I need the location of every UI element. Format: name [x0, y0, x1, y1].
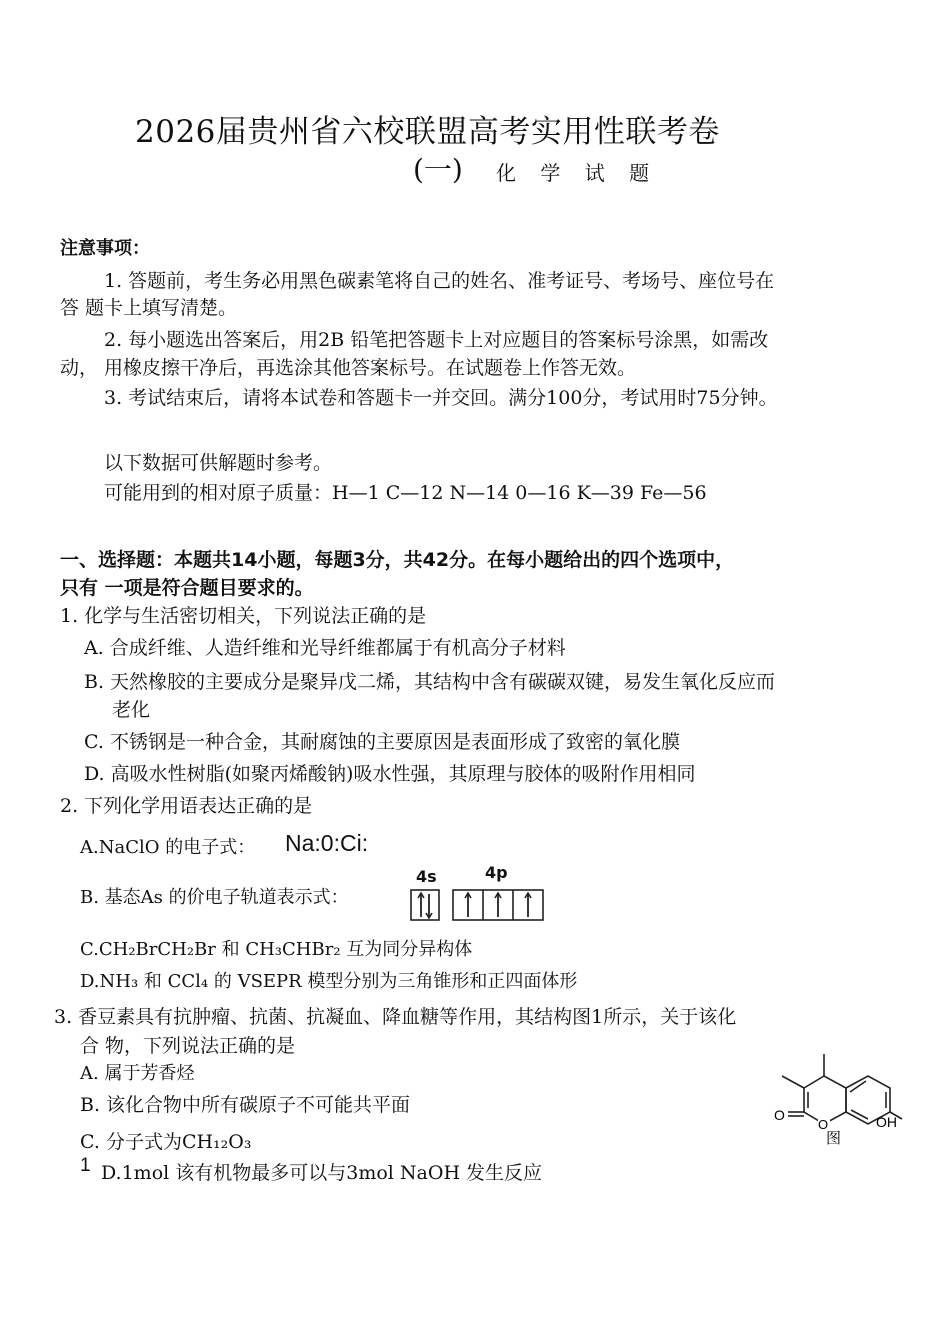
- notice-item-2-line-1: 2. 每小题选出答案后，用2B 铅笔把答题卡上对应题目的答案标号涂黑，如需改: [104, 329, 769, 351]
- q1-option-a: A. 合成纤维、人造纤维和光导纤维都属于有机高分子材料: [84, 637, 566, 659]
- q2-stem: 2. 下列化学用语表达正确的是: [60, 795, 313, 817]
- q1-stem: 1. 化学与生活密切相关，下列说法正确的是: [60, 605, 427, 627]
- q3-option-d-number: 1: [80, 1155, 91, 1176]
- section-heading-line-1: 一、选择题：本题共14小题，每题3分，共42分。在每小题给出的四个选项中，: [60, 549, 735, 571]
- q2-electron-formula: Na:0:Ci:: [285, 830, 369, 856]
- orbital-boxes: [410, 888, 550, 922]
- q1-option-b-line-2: 老化: [112, 699, 151, 721]
- notice-item-3: 3. 考试结束后，请将本试卷和答题卡一并交回。满分100分，考试用时75分钟。: [104, 387, 778, 409]
- notice-item-1-line-1: 1. 答题前，考生务必用黑色碳素笔将自己的姓名、准考证号、考场号、座位号在: [104, 270, 775, 292]
- reference-intro: 以下数据可供解题时参考。: [104, 452, 333, 474]
- carbonyl-oxygen-label: O: [774, 1107, 785, 1123]
- hydroxyl-label: OH: [876, 1114, 897, 1130]
- section-heading-line-2: 只有 一项是符合题目要求的。: [60, 577, 314, 599]
- subtitle-paren: (一): [413, 153, 463, 186]
- notice-item-1-line-2: 答 题卡上填写清楚。: [60, 297, 238, 319]
- q3-option-a: A. 属于芳香烃: [80, 1063, 195, 1084]
- atomic-masses: 可能用到的相对原子质量：H—1 C—12 N—14 0—16 K—39 Fe—56: [104, 482, 707, 504]
- q2-option-d: D.NH₃ 和 CCl₄ 的 VSEPR 模型分别为三角锥形和正四面体形: [80, 971, 578, 992]
- subtitle: 化 学 试 题: [496, 161, 659, 185]
- q2-option-c: C.CH₂BrCH₂Br 和 CH₃CHBr₂ 互为同分异构体: [80, 939, 473, 960]
- ring-oxygen-label: O: [818, 1117, 829, 1132]
- coumarin-structure-figure: [752, 1050, 912, 1150]
- orbital-4s-label: 4s: [416, 867, 437, 886]
- q1-option-c: C. 不锈钢是一种合金，其耐腐蚀的主要原因是表面形成了致密的氧化膜: [84, 731, 680, 753]
- notice-item-2-line-2: 动， 用橡皮擦干净后，再选涂其他答案标号。在试题卷上作答无效。: [60, 357, 637, 379]
- q3-stem-line-1: 3. 香豆素具有抗肿瘤、抗菌、抗凝血、降血糖等作用，其结构图1所示，关于该化: [54, 1006, 737, 1028]
- q3-stem-line-2: 合 物，下列说法正确的是: [80, 1035, 296, 1057]
- q2-option-b: B. 基态As 的价电子轨道表示式：: [80, 887, 349, 908]
- q3-option-d: D.1mol 该有机物最多可以与3mol NaOH 发生反应: [101, 1162, 543, 1184]
- q1-option-d: D. 高吸水性树脂(如聚丙烯酸钠)吸水性强，其原理与胶体的吸附作用相同: [84, 763, 696, 785]
- q1-option-b-line-1: B. 天然橡胶的主要成分是聚异戊二烯，其结构中含有碳碳双键，易发生氧化反应而: [84, 671, 776, 693]
- q3-option-b: B. 该化合物中所有碳原子不可能共平面: [80, 1094, 411, 1116]
- figure-label: 图: [826, 1129, 842, 1147]
- orbital-4p-label: 4p: [485, 863, 508, 882]
- page-title: 2026届贵州省六校联盟高考实用性联考卷: [135, 114, 720, 150]
- notice-heading: 注意事项：: [60, 238, 150, 259]
- q2-option-a: A.NaClO 的电子式：: [80, 837, 256, 858]
- q3-option-c: C. 分子式为CH₁₂O₃: [80, 1131, 252, 1153]
